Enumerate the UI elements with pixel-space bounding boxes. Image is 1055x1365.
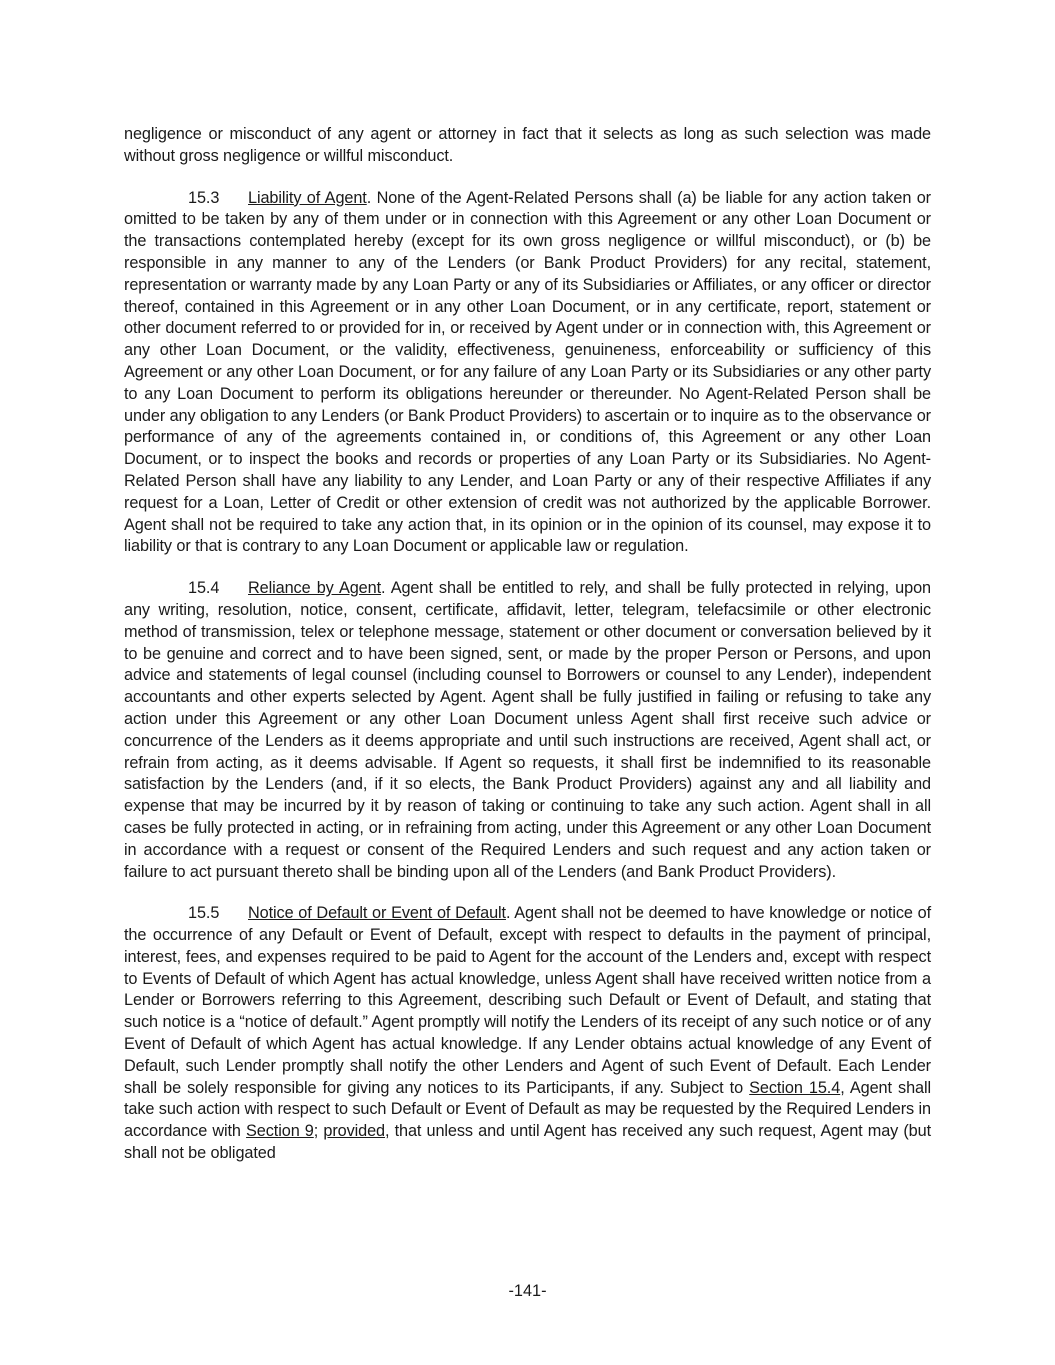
section-title: Notice of Default or Event of Default bbox=[248, 904, 506, 923]
section-15-5 bbox=[124, 903, 931, 1165]
page-number: -141- bbox=[508, 1282, 547, 1300]
section-body: . Agent shall be entitled to rely, and shall be fully protected in relying, upon any writing, resolution, notice, consent, certificate, affidavit, letter, telegram, telefacsimile or other electronic method of transmission, telex or telephone message, statement or other document or conversation believed by it to be genuine and correct and to have been signed, sent, or made by the proper Person or Persons, and upon advice and statements of legal counsel (including counsel to Borrowers or counsel to any Lender), independent accountants and other experts selected by Agent. Agent shall be fully justified in failing or refusing to take any action under this Agreement or any other Loan Document unless Agent shall first receive such advice or concurrence of the Lenders as it deems appropriate and until such instructions are received, Agent shall act, or refrain from acting, as it deems advisable. If Agent so requests, it shall first be indemnified to its reasonable satisfaction by the Lenders (and, if it so elects, the Bank Product Providers) against any and all liability and expense that may be incurred by it by reason of taking or continuing to take any such action. Agent shall in all cases be fully protected in acting, or in refraining from acting, under this Agreement or any other Loan Document in accordance with a request or consent of the Required Lenders and such request and any action taken or failure to act pursuant thereto shall be binding upon all of the Lenders (and Bank Product Providers). bbox=[124, 579, 931, 881]
section-number: 15.3 bbox=[188, 188, 220, 207]
provided-term: provided bbox=[323, 1122, 386, 1141]
section-body: , that unless and until Agent has received any such request, Agent may (but shall not be obligated bbox=[124, 1122, 932, 1163]
cross-reference-link[interactable]: Section 9 bbox=[246, 1122, 314, 1141]
section-15-4 bbox=[124, 578, 931, 883]
section-body: , Agent shall take such action with respect to such Default or Event of Default as may be requested by the Required Lenders in accordance with bbox=[124, 1078, 932, 1141]
intro-paragraph: negligence or misconduct of any agent or attorney in fact that it selects as long as such selection was made without gross negligence or willful misconduct. bbox=[124, 125, 931, 165]
section-number: 15.4 bbox=[188, 579, 220, 598]
section-title: Reliance by Agent bbox=[248, 579, 382, 598]
document-page bbox=[124, 124, 931, 1185]
section-15-3 bbox=[124, 188, 931, 559]
section-number: 15.5 bbox=[188, 904, 220, 923]
section-body: . None of the Agent-Related Persons shall (a) be liable for any action taken or omitted to be taken by any of them under or in connection with this Agreement or any other Loan Document or the transactions contemplated hereby (except for its own gross negligence or willful misconduct), or (b) be responsible in any manner to any of the Lenders (or Bank Product Providers) for any recital, statement, representation or warranty made by any Loan Party or any of its Subsidiaries or Affiliates, or any officer or director thereof, contained in this Agreement or in any other Loan Document, or in any certificate, report, statement or other document referred to or provided for in, or received by Agent under or in connection with, this Agreement or any other Loan Document, or the validity, effectiveness, genuineness, enforceability or sufficiency of this Agreement or any other Loan Document, or for any failure of any Loan Party or its Subsidiaries or any other party to any Loan Document to perform its obligations hereunder or thereunder. No Agent-Related Person shall be under any obligation to any Lenders (or Bank Product Providers) to ascertain or to inquire as to the observance or performance of any of the agreements contained in, or conditions of, this Agreement or any other Loan Document, or to inspect the books and records or properties of any Loan Party or its Subsidiaries. No Agent-Related Person shall have any liability to any Lender, and Loan Party or any of their respective Affiliates if any request for a Loan, Letter of Credit or other extension of credit was not authorized by the applicable Borrower. Agent shall not be required to take any action that, in its opinion or in the opinion of its counsel, may expose it to liability or that is contrary to any Loan Document or applicable law or regulation. bbox=[124, 188, 931, 556]
cross-reference-link[interactable]: Section 15.4 bbox=[749, 1078, 841, 1097]
section-body: ; bbox=[313, 1122, 324, 1141]
section-body: . Agent shall not be deemed to have knowledge or notice of the occurrence of any Default or Event of Default, except with respect to defaults in the payment of principal, interest, fees, and expenses required to be paid to Agent for the account of the Lenders and, except with respect to Events of Default of which Agent has actual knowledge, unless Agent shall have received written notice from a Lender or Borrowers referring to this Agreement, describing such Default or Event of Default, and stating that such notice is a “notice of default.” Agent promptly will notify the Lenders of its receipt of any such notice or of any Event of Default of which Agent has actual knowledge. If any Lender obtains actual knowledge of any Event of Default, such Lender promptly shall notify the other Lenders and Agent of such Event of Default. Each Lender shall be solely responsible for giving any notices to its Participants, if any. Subject to bbox=[124, 904, 931, 1097]
section-title: Liability of Agent bbox=[248, 188, 367, 207]
